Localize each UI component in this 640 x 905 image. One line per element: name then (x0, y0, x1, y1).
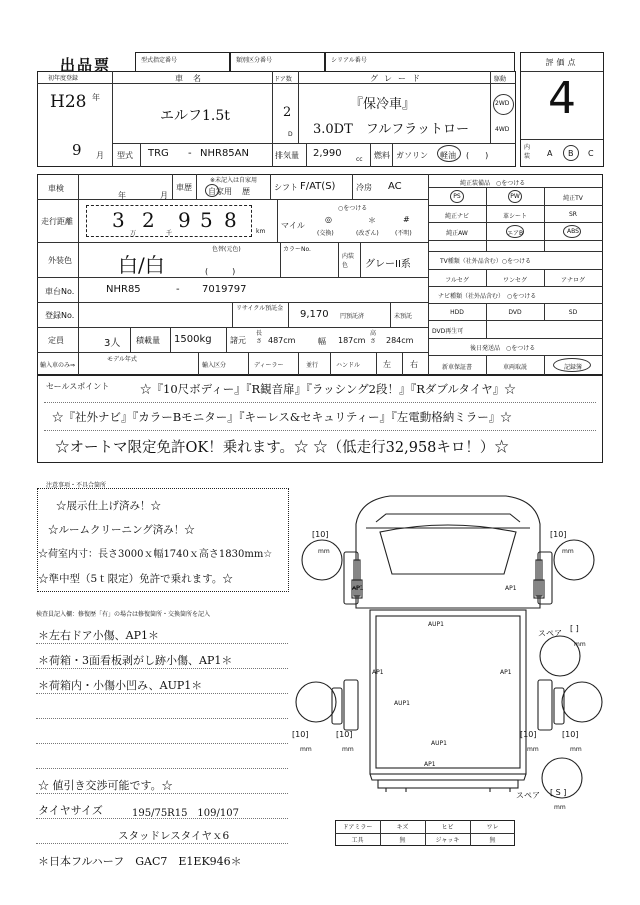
shift-value: F/AT(S) (300, 181, 336, 192)
navi-sd: SD (568, 309, 578, 316)
interior-b: B (568, 149, 574, 158)
fuel-other: ( ) (466, 151, 489, 160)
type-label: 型式 (117, 151, 133, 160)
handle-label: ハンドル (336, 362, 361, 369)
tire-fr-unit: mm (562, 548, 574, 555)
serial-number-box (325, 52, 515, 72)
spare-top-value: [ ] (570, 624, 579, 633)
damage-aup1-top: AUP1 (428, 621, 444, 628)
doc-manual: 車両取説 (502, 364, 527, 371)
interior-label: 内装 (524, 144, 531, 160)
year-unit: 年 (92, 93, 100, 102)
rating-label: 評価点 (545, 58, 579, 67)
interior-a: A (547, 149, 553, 158)
tv-oneseg: ワンセグ (502, 277, 527, 284)
load-value: 1500kg (174, 334, 212, 345)
handle-left: 左 (383, 360, 391, 369)
equip-navi: 純正ナビ (444, 213, 469, 220)
navi-hdd: HDD (450, 309, 464, 316)
tamper-symbol: ＊ (368, 216, 376, 225)
sales-label: セールスポイント (46, 382, 110, 391)
spare-top-unit: mm (574, 641, 586, 648)
inspector-item-6: ☆ 値引き交渉可能です。☆ (38, 779, 173, 792)
tire-size-value: 195/75R15 109/107 (132, 808, 239, 819)
mileage-digit-4: 5 (200, 208, 213, 232)
car-name: エルフ1.5t (160, 108, 230, 124)
mileage-digit-5: 8 (224, 208, 237, 232)
import-class-label: 輸入区分 (202, 362, 227, 369)
note-4: ☆準中型（5ｔ限定）免許で乗れます。☆ (38, 573, 233, 585)
inspection-label: 車検 (48, 184, 64, 193)
recycle-note: 円預託済 (340, 313, 365, 320)
equip-pw: PW (510, 193, 520, 200)
chassis-number: 7019797 (202, 284, 247, 295)
fuel-label: 燃料 (374, 151, 390, 160)
sales-line1: ☆『10尺ボディー』『R観音扉』『ラッシング2段！』『Rダブルタイヤ』☆ (140, 382, 516, 396)
equip-tv: 純正TV (563, 195, 583, 202)
dvd-player: DVD再生可 (432, 328, 464, 335)
import-parallel: 並行 (306, 362, 319, 369)
tire-rr1-unit: mm (527, 746, 539, 753)
recycle-label: リサイクル預託金 (236, 305, 284, 312)
type-code: NHR85AN (200, 148, 249, 159)
note-3: ☆荷室内寸：長さ3000ｘ幅1740ｘ高さ1830mm☆ (38, 549, 273, 560)
tire-tread-fl: [10] (312, 530, 329, 539)
history-suffix: 歴 (242, 187, 250, 196)
model-designation-label: 型式指定番号 (141, 57, 178, 64)
notes-label: 注意事項・不具合箇所 (46, 482, 107, 489)
spare-bottom-value: [ S ] (550, 788, 567, 797)
tire-tread-rr2: [10] (562, 730, 579, 739)
car-name-label: 車名 (175, 74, 211, 83)
sales-line3: ☆オートマ限定免許OK！乗れます。☆ ☆（低走行32,958キロ！）☆ (55, 440, 509, 456)
interior-color: グレーII系 (365, 259, 411, 270)
model-year-label: モデル年式 (107, 356, 137, 363)
tire-tread-rr1: [10] (520, 730, 537, 739)
tire-rl1-unit: mm (300, 746, 312, 753)
doors-value: 2 (283, 105, 292, 120)
doc-warranty: 新車保証書 (441, 364, 472, 371)
capacity-label: 定員 (48, 336, 64, 345)
inspector-item-2: ＊荷箱・3面看板剥がし跡小傷、AP1＊ (38, 654, 233, 667)
tv-fullseg: フルセグ (445, 277, 469, 284)
form-title: 出品票 (60, 56, 112, 74)
tv-analog: アナログ (560, 277, 585, 284)
damage-ap1-cab-right: AP1 (505, 585, 517, 592)
displacement-label: 排気量 (275, 151, 299, 160)
registration-year: H28 (50, 92, 87, 112)
spare-label-bottom: スペア (516, 791, 540, 800)
tire-fl-unit: mm (318, 548, 330, 555)
rating-value: 4 (548, 73, 576, 124)
cc-unit: cc (356, 156, 363, 163)
repaint-label: 色替(元色) (212, 246, 241, 253)
doors-label: ドア数 (274, 76, 292, 83)
interior-color-label: 内装色 (342, 253, 355, 269)
inspector-label: 検査員記入欄：修復歴「有」の場合は修復箇所・交換箇所を記入 (36, 611, 211, 618)
unit-man: 万 (130, 230, 137, 237)
width-label: 幅 (318, 337, 326, 346)
type-dash: - (188, 148, 192, 159)
inspection-month-unit: 月 (160, 191, 168, 200)
equip-abs: ABS (567, 228, 579, 235)
shift-label: シフト (274, 183, 298, 192)
legend-value-3: ジャッキ (435, 837, 460, 844)
docs-header: 後日発送品 ○をつける (470, 345, 536, 352)
interior-c: C (588, 149, 594, 158)
sales-line2: ☆『社外ナビ』『カラーBモニター』『キーレス&セキュリティー』『左電動格納ミラー』☆ (52, 410, 512, 424)
damage-ap1-cab-left: AP1 (352, 585, 364, 592)
doc-records: 記録簿 (563, 364, 582, 371)
fuel-diesel: 軽油 (440, 151, 456, 160)
color-number-label: カラーNo. (283, 246, 311, 253)
navi-type-header: ナビ種類（社外品含む） ○をつける (438, 293, 537, 300)
chassis-prefix: NHR85 (106, 284, 141, 295)
doors-sub: D (288, 131, 293, 138)
mileage-digit-1: 3 (112, 208, 125, 232)
unknown-label: (不明) (395, 230, 412, 237)
rating-box (520, 52, 604, 167)
drive-2wd: 2WD (495, 100, 510, 107)
mileage-digit-3: 9 (178, 208, 191, 232)
body-maker-note: ＊日本フルハーフ GAC7 E1EK946＊ (38, 855, 242, 868)
serial-number-label: シリアル番号 (331, 57, 367, 64)
chassis-label: 車台No. (45, 287, 75, 296)
legend-value-1: 工具 (351, 837, 364, 844)
displacement-value: 2,990 (313, 148, 342, 159)
handle-right: 右 (410, 360, 418, 369)
tv-type-header: TV種類（社外品含む）○をつける (440, 258, 532, 265)
ac-value: AC (388, 181, 402, 192)
mile-label: マイル (281, 221, 305, 230)
equipment-header: 純正装備品 ○をつける (460, 180, 526, 187)
unit-km: km (256, 228, 266, 235)
recycle-amount: 9,170 (300, 309, 329, 320)
category-number-box (230, 52, 325, 72)
legend-header-3: ヒビ (441, 824, 454, 831)
unknown-symbol: # (403, 215, 410, 224)
inspector-item-3: ＊荷箱内・小傷小凹み、AUP1＊ (38, 679, 203, 692)
legend-header-2: キズ (396, 824, 409, 831)
width-value: 187cm (338, 336, 366, 345)
equip-aw: 純正AW (446, 230, 468, 237)
equip-leather: 革シート (502, 213, 527, 220)
tire-size-label: タイヤサイズ (38, 804, 103, 817)
note-2: ☆ルームクリーニング済み！☆ (48, 524, 195, 536)
capacity-value: 3人 (104, 338, 121, 349)
legend-value-4: 無 (489, 837, 496, 844)
month-unit: 月 (96, 151, 104, 160)
recycle-status: 未預託 (394, 313, 413, 320)
repaint-value: ( ) (205, 267, 236, 276)
first-registration-label: 初年度登録 (48, 75, 79, 82)
exchange-label: (交換) (317, 230, 334, 237)
history-note: ※未記入は自家用 (210, 177, 258, 184)
drive-4wd: 4WD (495, 126, 510, 133)
history-private: 自家用 (208, 187, 232, 196)
length-label: 長さ (256, 330, 263, 345)
legend-header-1: ドアミラー (342, 824, 373, 831)
damage-ap1-left: AP1 (372, 669, 384, 676)
exterior-color: 白/白 (118, 253, 165, 277)
model-designation-box (135, 52, 230, 72)
dims-label: 諸元 (230, 336, 246, 345)
load-label: 積載量 (136, 336, 160, 345)
spare-bottom-unit: mm (554, 804, 566, 811)
inspector-item-1: ＊左右ドア小傷、AP1＊ (38, 629, 160, 642)
damage-ap1-right: AP1 (500, 669, 512, 676)
type-prefix: TRG (148, 148, 169, 159)
mileage-digit-2: 2 (142, 208, 155, 232)
registration-month: 9 (72, 141, 82, 159)
tire-rl2-unit: mm (342, 746, 354, 753)
fuel-gasoline: ガソリン (396, 151, 428, 160)
import-label: 輸入車のみ⇒ (40, 362, 76, 369)
ac-label: 冷房 (356, 183, 372, 192)
grade-line1: 『保冷車』 (350, 97, 416, 112)
inspection-year-unit: 年 (118, 191, 126, 200)
equip-sr: SR (569, 211, 577, 218)
tire-tread-rl2: [10] (336, 730, 353, 739)
mileage-label: 走行距離 (41, 217, 73, 226)
height-label: 高さ (370, 330, 377, 345)
note-1: ☆展示仕上げ済み！☆ (56, 500, 161, 512)
chassis-dash: - (176, 284, 180, 295)
category-number-label: 類別区分番号 (236, 57, 273, 64)
history-label: 車歴 (176, 183, 192, 192)
length-value: 487cm (268, 336, 296, 345)
mileage-check-note: ○をつける (338, 205, 368, 212)
tamper-label: (改ざん) (356, 230, 379, 237)
grade-label: グレード (370, 74, 426, 83)
equip-ps: PS (453, 193, 461, 200)
navi-dvd: DVD (508, 309, 522, 316)
spare-label-top: スペア (538, 629, 562, 638)
equip-airbag: エアB (506, 230, 524, 237)
tire-tread-rl1: [10] (292, 730, 309, 739)
tire-rr2-unit: mm (570, 746, 582, 753)
unit-sen: 千 (166, 230, 173, 237)
damage-aup1-bottom: AUP1 (431, 740, 447, 747)
tire-tread-fr: [10] (550, 530, 567, 539)
damage-aup1-mid: AUP1 (394, 700, 410, 707)
grade-line2: 3.0DT フルフラットロー (313, 122, 469, 137)
damage-ap1-rear: AP1 (424, 761, 436, 768)
legend-value-2: 無 (399, 837, 406, 844)
height-value: 284cm (386, 336, 414, 345)
import-dealer: ディーラー (254, 362, 284, 369)
tire-type: スタッドレスタイヤｘ6 (118, 830, 230, 842)
exchange-symbol: ◎ (325, 215, 332, 224)
legend-header-4: ワレ (486, 824, 499, 831)
registration-label: 登録No. (45, 311, 75, 320)
exterior-color-label: 外装色 (48, 256, 72, 265)
drive-label: 駆動 (494, 76, 507, 83)
